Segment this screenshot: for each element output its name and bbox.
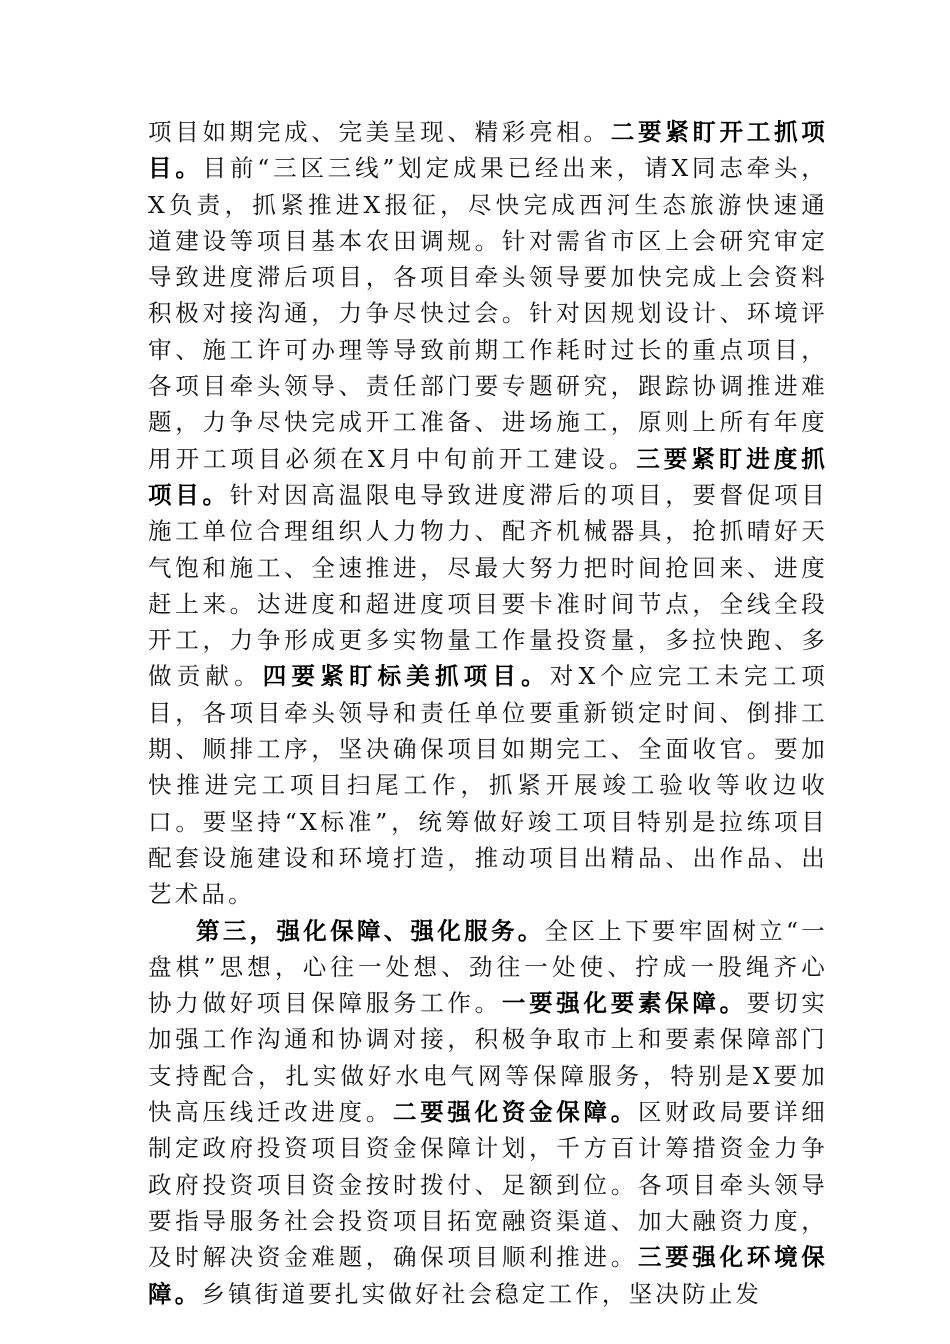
document-page (148, 114, 828, 1312)
bold-heading-run: 二要强化资金保障。 (392, 1098, 638, 1127)
text-run: 区财政局要详细制定政府投资项目资金保障计划，千方百计筹措资金力争政府投资项目资金按时拨付、足额到位。各项目牵头领导要指导服务社会投资项目拓宽融资渠道、加大融资力度，及时解决资金难题，确保项目顺利推进。 (148, 1098, 828, 1272)
bold-heading-run: 三要紧盯进度抓项目。 (148, 444, 828, 509)
text-run: 乡镇街道要扎实做好社会稳定工作，坚决防止发 (201, 1279, 763, 1308)
bold-heading-run: 四要紧盯标美抓项目。 (262, 662, 550, 691)
paragraph-second-section (148, 114, 828, 913)
bold-heading-run: 一要强化要素保障。 (501, 989, 747, 1018)
text-run: 项目如期完成、完美呈现、精彩亮相。 (148, 118, 611, 146)
bold-heading-run: 二要紧盯开工抓项目。 (148, 118, 828, 183)
text-run: 针对因高温限电导致进度滞后的项目，要督促项目施工单位合理组织人力物力、配齐机械器具，抢抓晴好天气饱和施工、全速推进，尽最大努力把时间抢回来、进度赶上来。达进度和超进度项目要卡准时间节点，全线全段开工，力争形成更多实物量工作量投资量，多拉快跑、多做贡献。 (148, 480, 828, 691)
bold-heading-run: 三要强化环境保障。 (148, 1243, 828, 1308)
text-run: 对X个应完工未完工项目，各项目牵头领导和责任单位要重新锁定时间、倒排工期、顺排工序，坚决确保项目如期完工、全面收官。要加快推进完工项目扫尾工作，抓紧开展竣工验收等收边收口。要坚持“X标准”，统筹做好竣工项目特别是拉练项目配套设施建设和环境打造，推动项目出精品、出作品、出艺术品。 (148, 662, 828, 909)
text-run: 目前“三区三线”划定成果已经出来，请X同志牵头，X负责，抓紧推进X报征，尽快完成西河生态旅游快速通道建设等项目基本农田调规。针对需省市区上会研究审定导致进度滞后项目，各项目牵头领导要加快完成上会资料积极对接沟通，力争尽快过会。针对因规划设计、环境评审、施工许可办理等导致前期工作耗时过长的重点项目，各项目牵头领导、责任部门要专题研究，跟踪协调推进难题，力争尽快完成开工准备、进场施工，原则上所有年度用开工项目必须在X月中旬前开工建设。 (148, 154, 829, 473)
bold-heading-run: 第三，强化保障、强化服务。 (196, 916, 545, 945)
text-run: 要切实加强工作沟通和协调对接，积极争取市上和要素保障部门支持配合，扎实做好水电气网等保障服务，特别是X要加快高压线迁改进度。 (148, 989, 828, 1127)
paragraph-third-section (148, 913, 828, 1312)
text-run: 全区上下要牢固树立“一盘棋”思想，心往一处想、劲往一处使、拧成一股绳齐心协力做好项目保障服务工作。 (148, 916, 829, 1018)
